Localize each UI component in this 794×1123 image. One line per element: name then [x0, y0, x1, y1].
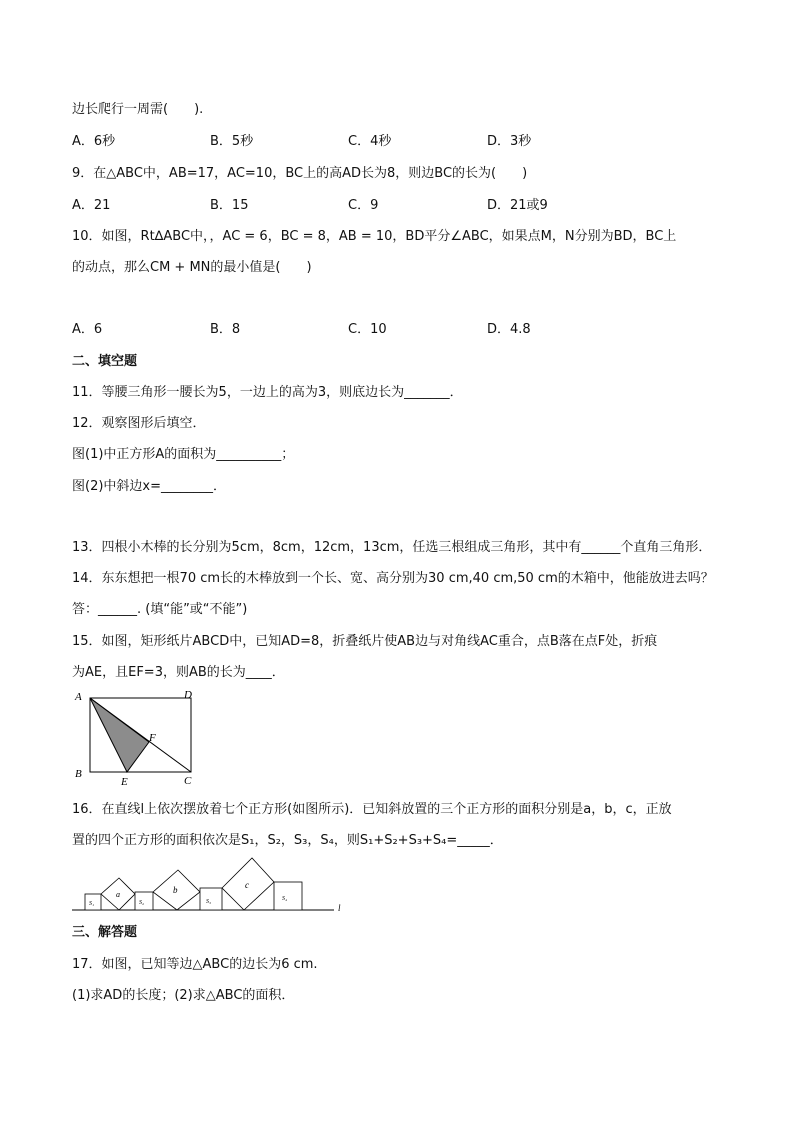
q15-line2: 为AE，且EF=3，则AB的长为____．: [72, 665, 285, 680]
section-fill-in-title: 二、填空题: [72, 354, 138, 369]
q15-line1: 15．如图，矩形纸片ABCD中，已知AD=8，折叠纸片使AB边与对角线AC重合，点B落在点F处，折痕: [72, 634, 658, 649]
section-answer-title: 三、解答题: [72, 925, 138, 940]
label-f: F: [149, 732, 156, 744]
label-a: A: [75, 691, 82, 703]
square-s4: [274, 882, 302, 910]
label-a: a: [116, 890, 120, 899]
q8-option-d: D．3秒: [487, 134, 532, 149]
q8-option-a: A．6秒: [72, 134, 116, 149]
q12-part-a: 图(1)中正方形A的面积为__________；: [72, 447, 295, 462]
q14-line2: 答：______. (填“能”或“不能”): [72, 602, 248, 617]
label-c: c: [245, 880, 249, 890]
q16-squares-figure: [72, 852, 352, 916]
q9-option-a: A．21: [72, 198, 111, 213]
q15-rectangle-figure: [72, 688, 202, 788]
q10-line1: 10．如图，Rt∆ABC中，，AC = 6，BC = 8，AB = 10，BD平分∠ABC，如果点M，N分别为BD，BC上: [72, 229, 677, 244]
q10-option-d: D．4.8: [487, 322, 531, 337]
q12-title: 12．观察图形后填空．: [72, 416, 206, 431]
q10-option-b: B．8: [210, 322, 241, 337]
diagonal-ac: [90, 698, 191, 772]
q9-option-b: B．15: [210, 198, 249, 213]
q16-line2: 置的四个正方形的面积依次是S₁，S₂，S₃，S₄，则S₁+S₂+S₃+S₄=_____．: [72, 833, 503, 848]
q8-option-c: C．4秒: [348, 134, 392, 149]
q17-line1: 17．如图，已知等边△ABC的边长为6 cm.: [72, 957, 318, 972]
q13-text: 13．四根小木棒的长分别为5cm，8cm，12cm，13cm，任选三根组成三角形，其中有______个直角三角形．: [72, 540, 712, 555]
q10-line2: 的动点，那么CM + MN的最小值是( ): [72, 260, 312, 275]
q17-line2: (1)求AD的长度；(2)求△ABC的面积．: [72, 988, 295, 1003]
label-l: l: [338, 903, 341, 913]
q11-text: 11．等腰三角形一腰长为5，一边上的高为3，则底边长为_______．: [72, 385, 463, 400]
q8-continuation: 边长爬行一周需( ).: [72, 102, 204, 117]
q12-part-b: 图(2)中斜边x=________．: [72, 479, 227, 494]
label-s4: S₄: [282, 896, 288, 902]
label-d: D: [184, 689, 192, 701]
q9-text: 9．在△ABC中，AB=17，AC=10，BC上的高AD长为8，则边BC的长为( ): [72, 166, 528, 181]
q9-option-c: C．9: [348, 198, 379, 213]
q9-option-d: D．21或9: [487, 198, 548, 213]
q16-line1: 16．在直线l上依次摆放着七个正方形(如图所示)．已知斜放置的三个正方形的面积分别是a，b，c，正放: [72, 802, 672, 817]
label-b: B: [75, 768, 82, 780]
q14-line1: 14．东东想把一根70 cm长的木棒放到一个长、宽、高分别为30 cm,40 cm,50 cm的木箱中，他能放进去吗？: [72, 571, 714, 586]
label-s1: S₁: [89, 901, 95, 907]
q10-option-c: C．10: [348, 322, 387, 337]
q8-option-b: B．5秒: [210, 134, 254, 149]
label-e: E: [121, 776, 128, 788]
label-s3: S₃: [206, 899, 212, 905]
label-b: b: [173, 885, 178, 895]
label-s2: S₂: [139, 900, 145, 906]
q10-option-a: A．6: [72, 322, 103, 337]
label-c: C: [184, 775, 192, 787]
